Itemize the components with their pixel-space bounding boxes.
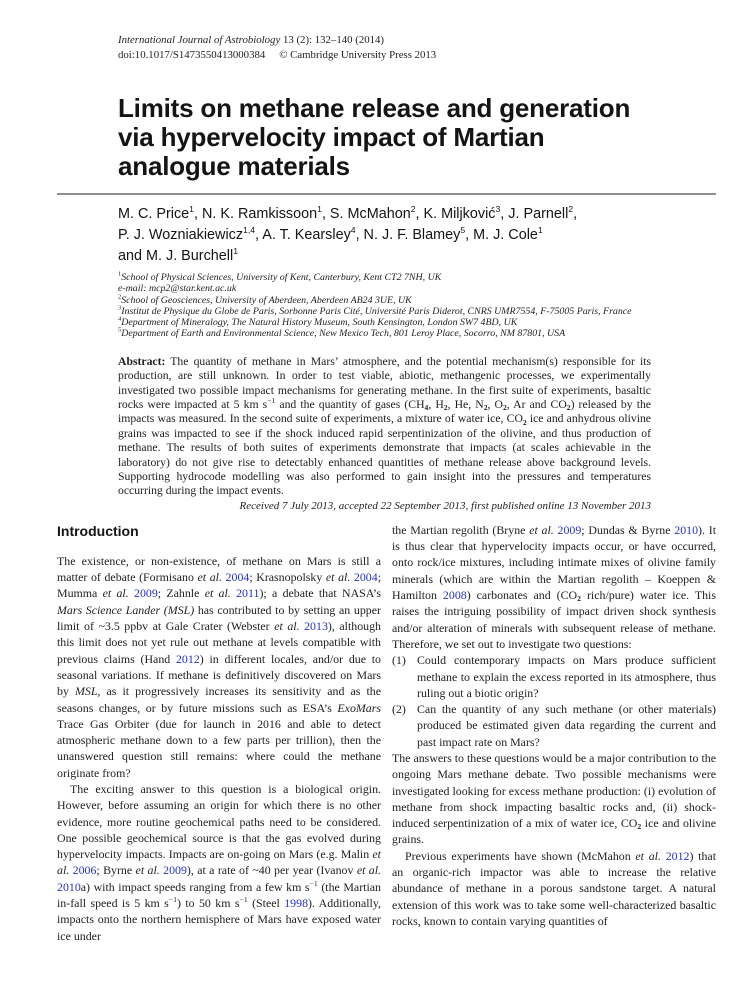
citation-link[interactable]: 2009: [163, 863, 187, 878]
copyright-text: © Cambridge University Press 2013: [279, 48, 437, 61]
item-number-1: (1): [392, 653, 406, 668]
affiliation-nhm: $^4$Department of Mineralogy, The Natural History Museum, South Kensington, London SW7 4BD, UK: [118, 315, 518, 329]
title-line-1: Limits on methane release and generation: [118, 93, 631, 123]
right-column: [392, 522, 716, 944]
author-line-2: P. J. Wozniakiewicz$^{1,4}$, A. T. Kearsley$^4$, N. J. F. Blamey$^5$, M. J. Cole$^1$: [118, 225, 543, 243]
received-dates-line: Received 7 July 2013, accepted 22 September 2013, first published online 13 November 2013: [239, 499, 651, 512]
journal-masthead: [118, 33, 716, 62]
citation-link[interactable]: 2012: [665, 848, 690, 863]
citation-link[interactable]: 2004: [225, 570, 250, 585]
item-text-1: Could contemporary impacts on Mars produce sufficient methane to explain the excess reported in its atmosphere, thus ruling out a biotic origin?: [417, 653, 716, 700]
author-line-3: and M. J. Burchell$^1$: [118, 246, 238, 264]
paragraph-intro-2: The exciting answer to this question is a biological origin. However, before assuming an origin for which there is no other evidence, more routine geochemical paths need to be considered. One possible geochemical source is that the gas evolved during hypervelocity impacts. Impacts are on-going on Mars (e.g. Malin et al. 2006; Byrne et al. 2009), at a rate of ~40 per year (Ivanov et al. 2010a) with impact speeds ranging from a few km $s^{-1}$ (the Martian in-fall speed is 5 km $s^{-1}$) to 50 km $s^{-1}$ (Steel 1998). Additionally, impacts onto the northern hemisphere of Mars have exposed water ice under: [57, 782, 381, 943]
affiliation-email: e-mail: mcp2@star.kent.ac.uk: [118, 283, 237, 295]
paper-title: [118, 94, 663, 181]
citation-link[interactable]: 2006: [72, 863, 97, 878]
doi-text: doi:10.1017/S1473550413000384: [118, 48, 266, 61]
numbered-question-2: [392, 701, 716, 750]
affiliation-list: [118, 272, 658, 340]
citation-link[interactable]: 2009: [134, 586, 158, 601]
citation-link[interactable]: 2013: [304, 619, 328, 634]
numbered-question-1: [392, 652, 716, 701]
citation-link[interactable]: 2010: [674, 522, 699, 537]
citation-link[interactable]: 2008: [442, 588, 467, 603]
paragraph-intro-4: The answers to these questions would be a major contribution to the ongoing Mars methane debate. Two possible mechanisms were investigated looking for excess methane production: (i) evolution of methane from shock impacting basaltic rocks and, (ii) shock-induced serpentinization of a mix of water ice, $CO_2$ ice and olivine grains.: [392, 751, 716, 847]
item-number-2: (2): [392, 702, 406, 717]
author-line-1: M. C. Price$^1$, N. K. Ramkissoon$^1$, S. McMahon$^2$, K. Miljković$^3$, J. Parnell$^2$,: [118, 204, 578, 222]
citation-link[interactable]: 2012: [175, 651, 200, 666]
affiliation-newmexico: $^5$Department of Earth and Environmental Science, New Mexico Tech, 801 Leroy Place, Socorro, NM 87801, USA: [118, 327, 566, 340]
affiliation-aberdeen: $^2$School of Geosciences, University of Aberdeen, Aberdeen AB24 3UE, UK: [118, 293, 412, 306]
affiliation-kent: $^1$School of Physical Sciences, University of Kent, Canterbury, Kent CT2 7NH, UK: [118, 270, 442, 283]
paragraph-intro-5: Previous experiments have shown (McMahon et al. 2012) that an organic-rich impactor was able to increase the relative abundance of methane in a porous sandstone target. A natural extension of this work was to take some well-characterized basaltic rocks, known to contain varying quantities of: [392, 848, 716, 928]
affiliation-paris: $^3$Institut de Physique du Globe de Paris, Sorbonne Paris Cité, Université Paris Diderot, CNRS UMR7554, F-75005 Paris, France: [118, 304, 632, 317]
item-text-2: Can the quantity of any such methane (or other materials) produced be estimated given data regarding the current and past impact rate on Mars?: [417, 702, 716, 749]
section-heading-introduction: Introduction: [57, 522, 139, 539]
title-line-3: analogue materials: [118, 151, 350, 181]
journal-citation-line: International Journal of Astrobiology 13 (2): 132–140 (2014): [118, 34, 385, 46]
citation-link[interactable]: 2004: [353, 570, 378, 585]
author-list: [118, 204, 663, 267]
citation-link[interactable]: 2011: [236, 586, 260, 601]
citation-link[interactable]: 2009: [557, 522, 582, 537]
title-divider-rule: [57, 193, 716, 195]
paragraph-intro-1: The existence, or non-existence, of methane on Mars is still a matter of debate (Formisano et al. 2004; Krasnopolsky et al. 2004; Mumma et al. 2009; Zahnle et al. 2011); a debate that NASA’s Mars Science Lander (MSL) has contributed to by setting an upper limit of ~3.5 ppbv at Gale Crater (Webster et al. 2013), although this limit does not yet rule out methane at levels compatible with previous claims (Hand 2012) in different locales, and/or due to seasonal variations. If methane is definitively discovered on Mars by MSL, as it progressively increases its sensitivity and as the seasons changes, or by future missions such as ESA’s ExoMars Trace Gas Orbiter (due for launch in 2016 and able to detect atmospheric methane down to a few parts per trillion), then the unanswered question still remains: where could the methane originate from?: [57, 553, 382, 780]
paragraph-intro-3: the Martian regolith (Bryne et al. 2009; Dundas & Byrne 2010). It is thus clear that hypervelocity impacts occur, or have occurred, onto rock/ice mixtures, including intimate mixes of olivine family minerals (which are within the Martian regolith – Koeppen & Hamilton 2008) carbonates and ($CO_2$ rich/pure) water ice. This raises the intriguing possibility of impact driven shock synthesis and/or alteration of minerals with subsequent release of methane. Therefore, we set out to investigate two questions:: [392, 522, 716, 651]
abstract-paragraph: Abstract: The quantity of methane in Mars’ atmosphere, and the potential mechanism(s) responsible for its production, are still unknown. In order to test viable, abiotic, methangenic processes, we experimentally investigated two possible impact mechanisms for generating methane. In the first suite of experiments, basaltic rocks were impacted at 5 km $s^{-1}$ and the quantity of gases ($CH_4$, $H_2$, He, $N_2$, $O_2$, Ar and $CO_2$) released by the impacts was measured. In the second suite of experiments, a mixture of water ice, $CO_2$ ice and anhydrous olivine grains was impacted to see if the shock induced rapid serpentinization of the olivine, and thus production of methane. The results of both suites of experiments demonstrate that impacts (at scales achievable in the laboratory) do not give rise to detectably enhanced quantities of methane release above background levels. Supporting hydrocode modelling was also performed to gain insight into the pressures and temperatures occurring during the impact events.: [118, 354, 651, 498]
article-body: [57, 522, 716, 944]
title-line-2: via hypervelocity impact of Martian: [118, 122, 545, 152]
citation-link[interactable]: 2010: [57, 879, 81, 894]
left-column: [57, 522, 381, 944]
doi-line: [118, 48, 716, 63]
citation-link[interactable]: 1998: [284, 896, 309, 911]
